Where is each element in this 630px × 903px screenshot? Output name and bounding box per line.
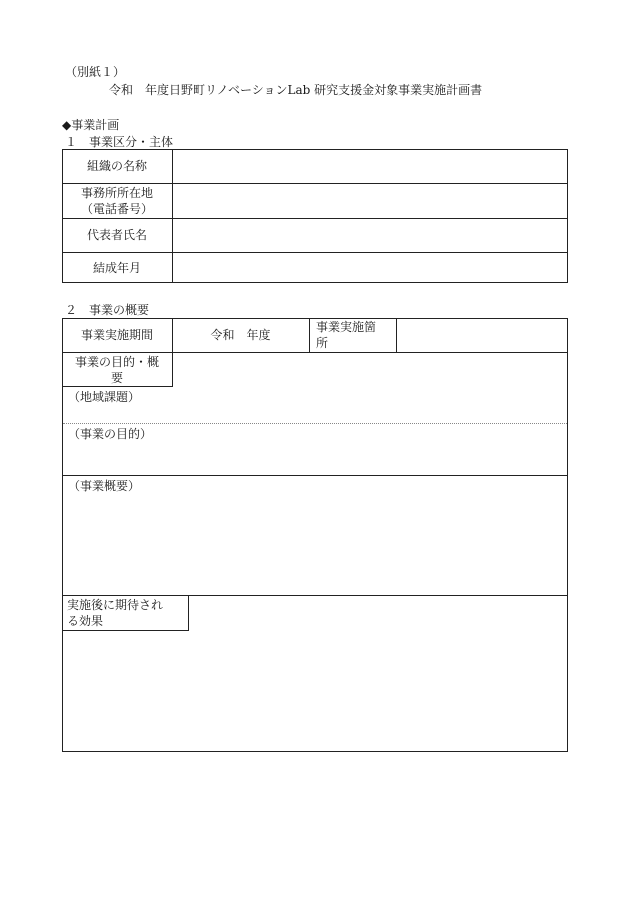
period-label: 事業実施期間 (80, 328, 153, 342)
formation-date-label: 結成年月 (92, 261, 141, 275)
purpose-label: （事業の目的） (68, 427, 153, 441)
section1-heading: １ 事業区分・主体 (65, 135, 174, 149)
period-value[interactable]: 令和 年度 (210, 328, 271, 342)
location-label: 事業実施箇 (316, 320, 377, 334)
location-label-line2: 所 (316, 336, 329, 350)
expected-effect-label-line2: る効果 (67, 614, 104, 628)
expected-effect-label: 実施後に期待され (67, 598, 164, 612)
overview-label: （事業概要） (68, 479, 141, 493)
appendix-label: （別紙１） (65, 65, 126, 79)
phone-number-label: （電話番号） (80, 202, 153, 216)
document-title: 令和 年度日野町リノベーションLab 研究支援金対象事業実施計画書 (109, 83, 483, 97)
representative-label: 代表者氏名 (86, 228, 147, 242)
org-name-label: 組織の名称 (86, 159, 147, 173)
regional-issue-label: （地域課題） (68, 390, 141, 404)
section-heading: ◆事業計画 (62, 118, 120, 132)
purpose-overview-label: 事業の目的・概 (74, 355, 159, 369)
purpose-overview-label-line2: 要 (110, 371, 123, 385)
office-address-label: 事務所所在地 (80, 186, 153, 200)
section2-heading: ２ 事業の概要 (65, 303, 150, 317)
